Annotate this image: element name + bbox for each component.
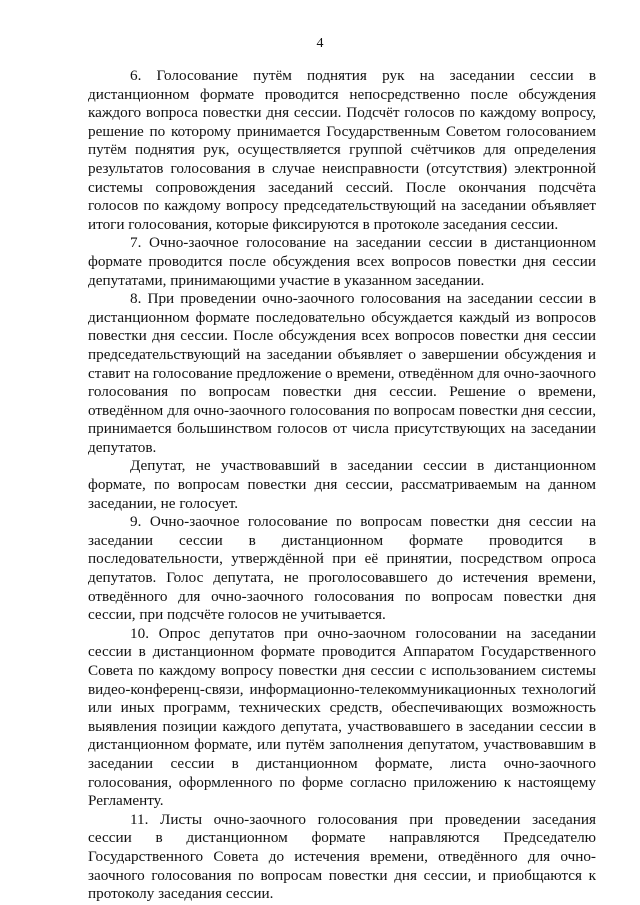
paragraph-6: 6. Голосование путём поднятия рук на заседании сессии в дистанционном формате проводится непосредственно после обсуждения каждого вопроса повестки дня сессии. Подсчёт голосов по каждому вопросу, решение по которому принимается Государственным Советом голосованием путём поднятия рук, осуществляется группой счётчиков для определения результатов голосования в случае неисправности (отсутствия) электронной системы сопровождения заседаний сессий. После окончания подсчёта голосов по каждому вопросу председательствующий на заседании объявляет итоги голосования, которые фиксируются в протоколе заседания сессии. <box>88 67 596 233</box>
paragraph-7: 7. Очно-заочное голосование на заседании сессии в дистанционном формате проводится после обсуждения всех вопросов повестки дня сессии депутатами, принимающими участие в указанном заседании. <box>88 234 596 289</box>
paragraph-10: 10. Опрос депутатов при очно-заочном голосовании на заседании сессии в дистанционном формате проводится Аппаратом Государственного Совета по каждому вопросу повестки дня сессии с использованием системы видео-конференц-связи, информационно-телекоммуникационных технологий или иных программ, технических средств, обеспечивающих возможность выявления позиции каждого депутата, участвовавшего в заседании сессии в дистанционном формате, или путём заполнения депутатом, участвовавшим в заседании сессии в дистанционном формате, листа очно-заочного голосования, оформленного по форме согласно приложению к настоящему Регламенту. <box>88 624 596 810</box>
paragraph-11: 11. Листы очно-заочного голосования при проведении заседания сессии в дистанционном формате направляются Председателю Государственного Совета до истечения времени, отведённого для очно-заочного голосования по вопросам повестки дня сессии, и приобщаются к протоколу заседания сессии. <box>88 810 596 903</box>
paragraph-8: 8. При проведении очно-заочного голосования на заседании сессии в дистанционном формате последовательно обсуждается каждый из вопросов повестки дня сессии. После обсуждения всех вопросов повестки дня сессии председательствующий на заседании объявляет о завершении обсуждения и ставит на голосование предложение о времени, отведённом для очно-заочного голосования по вопросам повестки дня сессии. Решение о времени, отведённом для очно-заочного голосования по вопросам повестки дня сессии, принимается большинством голосов от числа присутствующих на заседании депутатов. <box>88 290 596 456</box>
paragraph-8-continuation: Депутат, не участвовавший в заседании сессии в дистанционном формате, по вопросам повестки дня сессии, рассматриваемым на данном заседании, не голосует. <box>88 457 596 512</box>
page-number: 4 <box>316 36 324 51</box>
document-body <box>88 67 596 904</box>
paragraph-9: 9. Очно-заочное голосование по вопросам повестки дня сессии на заседании сессии в дистанционном формате проводится в последовательности, утверждённой при её принятии, посредством опроса депутатов. Голос депутата, не проголосовавшего до истечения времени, отведённого для очно-заочного голосования по вопросам повестки дня сессии, при подсчёте голосов не учитывается. <box>88 513 596 624</box>
